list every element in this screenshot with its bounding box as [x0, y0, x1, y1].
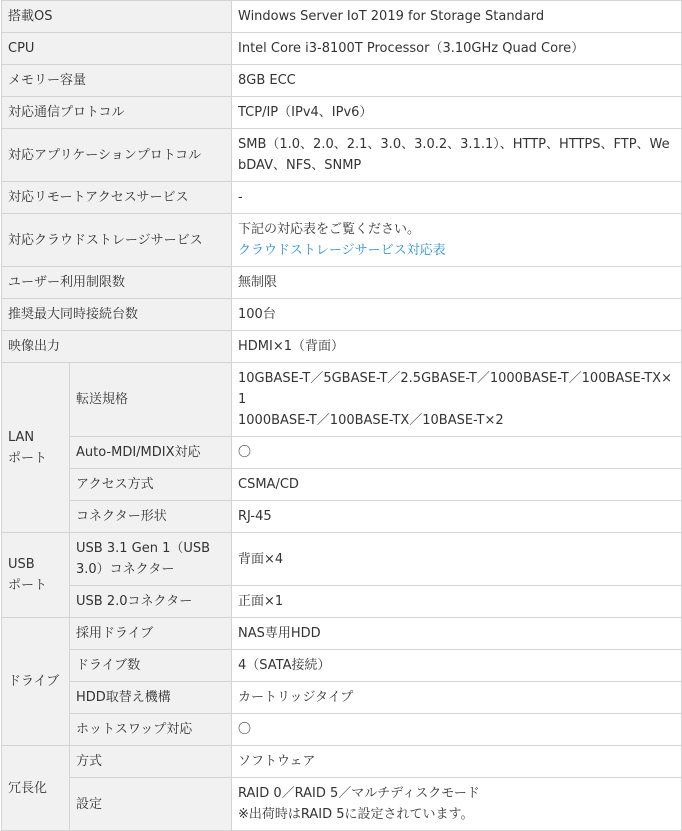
spec-label-remote-access: 対応リモートアクセスサービス — [2, 182, 232, 214]
spec-value-user-limit: 無制限 — [232, 267, 682, 299]
spec-row-drive-replace — [2, 682, 682, 714]
spec-row-os — [2, 1, 682, 33]
spec-row-usb20 — [2, 586, 682, 618]
spec-label-redundancy-method: 方式 — [70, 746, 232, 778]
cloud-storage-link[interactable]: クラウドストレージサービス対応表 — [238, 243, 446, 258]
spec-row-usb31 — [2, 533, 682, 586]
spec-value-usb31: 背面×4 — [232, 533, 682, 586]
spec-value-usb20: 正面×1 — [232, 586, 682, 618]
spec-group-lan: LAN ポート — [2, 363, 70, 533]
spec-label-app-protocol: 対応アプリケーションプロトコル — [2, 129, 232, 182]
spec-group-usb: USB ポート — [2, 533, 70, 618]
spec-label-usb20: USB 2.0コネクター — [70, 586, 232, 618]
spec-value-max-connections: 100台 — [232, 299, 682, 331]
spec-row-lan-auto-mdi — [2, 437, 682, 469]
spec-label-redundancy-setting: 設定 — [70, 778, 232, 831]
spec-row-drive-type — [2, 618, 682, 650]
spec-row-lan-connector — [2, 501, 682, 533]
spec-table — [1, 0, 682, 831]
spec-value-redundancy-setting — [232, 778, 682, 831]
spec-label-video-output: 映像出力 — [2, 331, 232, 363]
spec-value-memory: 8GB ECC — [232, 65, 682, 97]
spec-row-lan-access — [2, 469, 682, 501]
spec-value-drive-type: NAS専用HDD — [232, 618, 682, 650]
spec-value-drive-replace: カートリッジタイプ — [232, 682, 682, 714]
spec-row-max-connections — [2, 299, 682, 331]
spec-group-drive: ドライブ — [2, 618, 70, 746]
spec-value-video-output: HDMI×1（背面） — [232, 331, 682, 363]
lan-standard-line-2: 1000BASE-T／100BASE-TX／10BASE-T×2 — [238, 413, 504, 428]
spec-label-user-limit: ユーザー利用制限数 — [2, 267, 232, 299]
spec-value-lan-standard — [232, 363, 682, 437]
spec-value-app-protocol: SMB（1.0、2.0、2.1、3.0、3.0.2、3.1.1）、HTTP、HTTPS、FTP、WebDAV、NFS、SNMP — [232, 129, 682, 182]
spec-label-lan-auto-mdi: Auto-MDI/MDIX対応 — [70, 437, 232, 469]
spec-row-cloud-storage — [2, 214, 682, 267]
spec-row-lan-standard — [2, 363, 682, 437]
spec-label-usb31: USB 3.1 Gen 1（USB 3.0）コネクター — [70, 533, 232, 586]
lan-standard-line-1: 10GBASE-T／5GBASE-T／2.5GBASE-T／1000BASE-T／100BASE-TX×1 — [238, 371, 672, 407]
spec-label-lan-standard: 転送規格 — [70, 363, 232, 437]
spec-row-memory — [2, 65, 682, 97]
spec-label-drive-type: 採用ドライブ — [70, 618, 232, 650]
spec-group-redundancy: 冗長化 — [2, 746, 70, 831]
spec-value-lan-access: CSMA/CD — [232, 469, 682, 501]
spec-row-app-protocol — [2, 129, 682, 182]
spec-value-comm-protocol: TCP/IP（IPv4、IPv6） — [232, 97, 682, 129]
spec-label-cpu: CPU — [2, 33, 232, 65]
spec-row-redundancy-method — [2, 746, 682, 778]
spec-label-drive-hotswap: ホットスワップ対応 — [70, 714, 232, 746]
spec-row-comm-protocol — [2, 97, 682, 129]
spec-label-drive-replace: HDD取替え機構 — [70, 682, 232, 714]
redundancy-setting-line-2: ※出荷時はRAID 5に設定されています。 — [238, 807, 474, 822]
spec-row-cpu — [2, 33, 682, 65]
spec-value-redundancy-method: ソフトウェア — [232, 746, 682, 778]
redundancy-setting-line-1: RAID 0／RAID 5／マルチディスクモード — [238, 786, 480, 801]
spec-label-lan-access: アクセス方式 — [70, 469, 232, 501]
spec-row-user-limit — [2, 267, 682, 299]
spec-label-drive-count: ドライブ数 — [70, 650, 232, 682]
spec-value-drive-hotswap: 〇 — [232, 714, 682, 746]
spec-row-redundancy-setting — [2, 778, 682, 831]
spec-row-drive-count — [2, 650, 682, 682]
spec-label-os: 搭載OS — [2, 1, 232, 33]
spec-label-lan-connector: コネクター形状 — [70, 501, 232, 533]
spec-label-max-connections: 推奨最大同時接続台数 — [2, 299, 232, 331]
spec-value-lan-auto-mdi: 〇 — [232, 437, 682, 469]
spec-row-drive-hotswap — [2, 714, 682, 746]
spec-value-cloud-storage — [232, 214, 682, 267]
spec-value-drive-count: 4（SATA接続） — [232, 650, 682, 682]
spec-label-memory: メモリー容量 — [2, 65, 232, 97]
cloud-storage-note: 下記の対応表をご覧ください。 — [238, 222, 421, 237]
spec-value-os: Windows Server IoT 2019 for Storage Standard — [232, 1, 682, 33]
spec-value-cpu: Intel Core i3-8100T Processor（3.10GHz Quad Core） — [232, 33, 682, 65]
spec-row-video-output — [2, 331, 682, 363]
spec-label-cloud-storage: 対応クラウドストレージサービス — [2, 214, 232, 267]
spec-row-remote-access — [2, 182, 682, 214]
spec-value-lan-connector: RJ-45 — [232, 501, 682, 533]
spec-value-remote-access: - — [232, 182, 682, 214]
spec-label-comm-protocol: 対応通信プロトコル — [2, 97, 232, 129]
